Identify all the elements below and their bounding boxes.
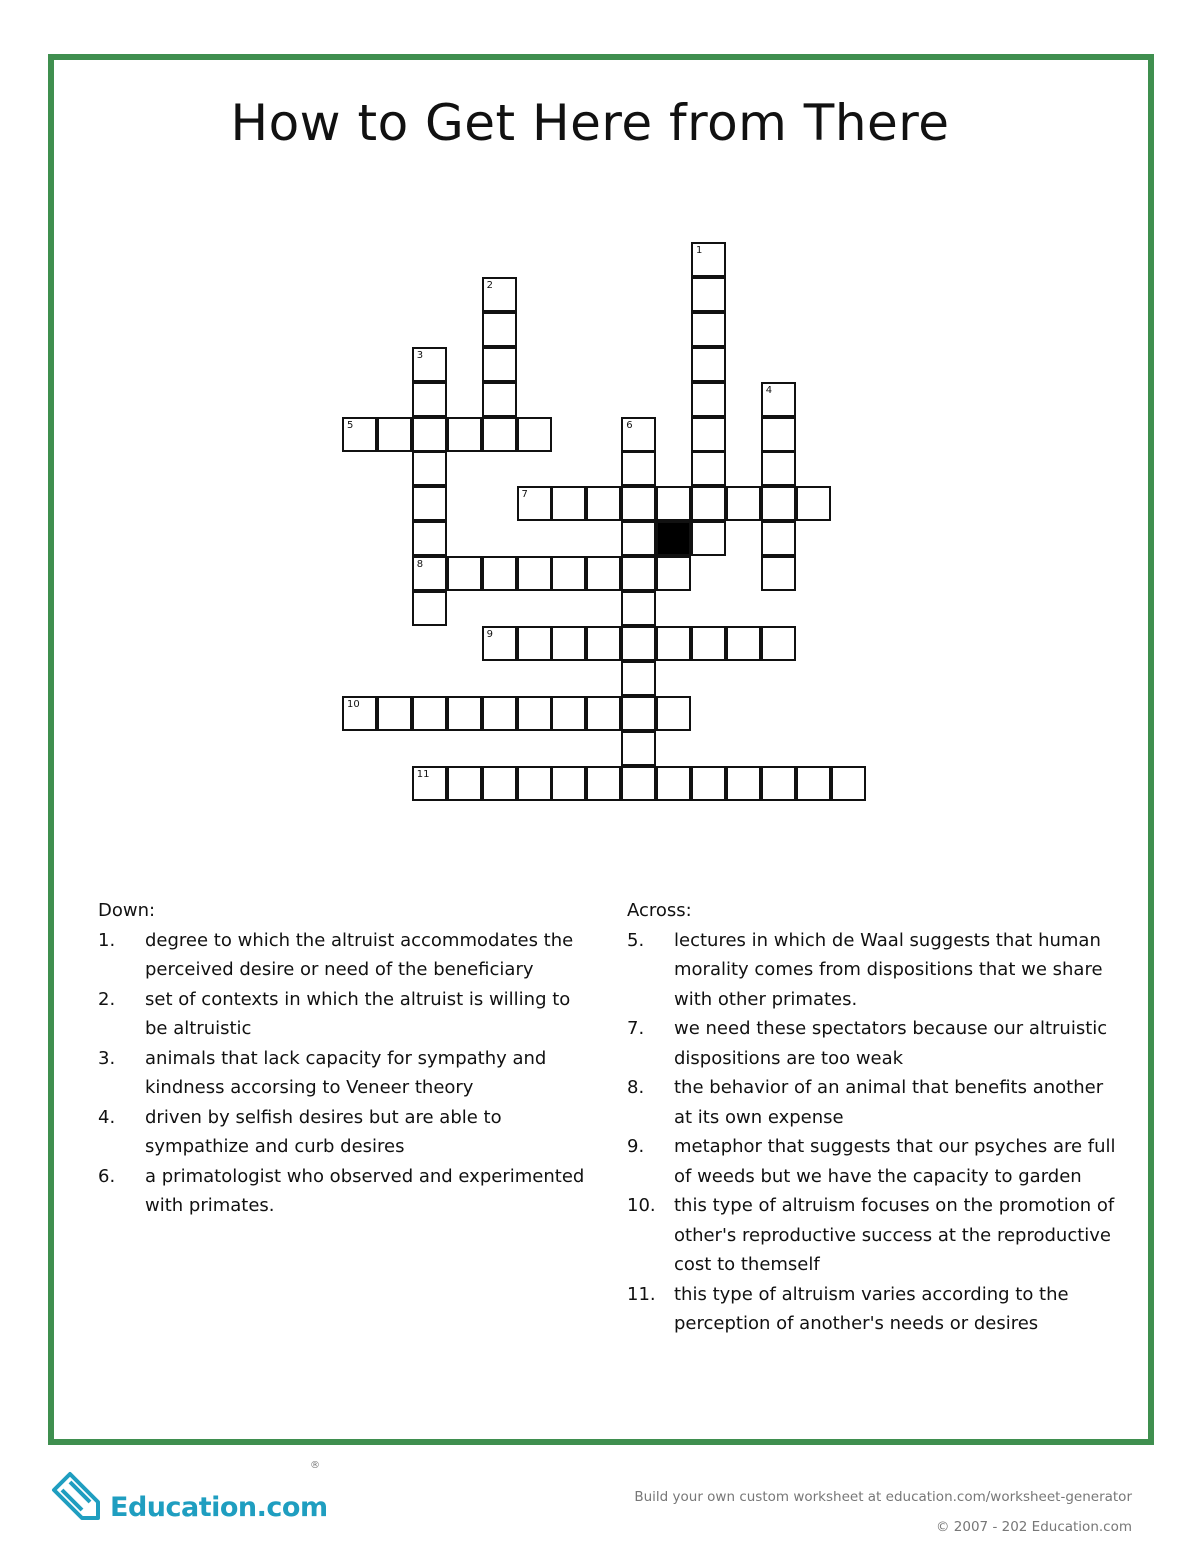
crossword-cell[interactable] [656,556,691,591]
crossword-cell[interactable] [586,556,621,591]
across-clue [627,1132,1117,1191]
clue-number-label: 1 [696,245,703,256]
clue-number-label: 6 [626,419,633,431]
crossword-cell[interactable] [482,696,517,731]
crossword-cell[interactable] [586,626,621,661]
crossword-cell[interactable] [691,382,726,417]
crossword-cell[interactable] [761,766,796,801]
clue-text: set of contexts in which the altruist is willing to be altruistic [145,988,571,1039]
crossword-cell[interactable] [482,312,517,347]
crossword-cell[interactable] [447,417,482,452]
crossword-cell[interactable] [761,417,796,452]
clue-number-label: 10 [347,698,360,710]
crossword-cell[interactable] [586,696,621,731]
clue-text: this type of altruism focuses on the promotion of other's reproductive success at the reproductive cost to themself [674,1195,1115,1275]
crossword-cell[interactable] [761,382,796,417]
clue-number-label: 3 [416,349,424,361]
crossword-cell[interactable] [621,591,656,626]
crossword-cell[interactable] [412,591,447,626]
clue-number-label: 11 [416,768,430,780]
crossword-cell[interactable] [621,486,656,521]
crossword-cell[interactable] [796,766,831,801]
crossword-cell[interactable] [412,486,447,521]
crossword-cell[interactable] [621,696,656,731]
crossword-cell[interactable] [517,766,552,801]
copyright: © 2007 - 202 Education.com [936,1519,1132,1535]
crossword-cell[interactable] [551,556,586,591]
education-brand: Education.com [110,1492,328,1523]
clue-number: 5. [627,929,645,951]
crossword-cell[interactable] [656,766,691,801]
crossword-cell[interactable] [621,521,656,556]
down-clue [98,985,588,1044]
crossword-cell[interactable] [412,347,447,382]
education-logo [48,1468,328,1528]
crossword-cell[interactable] [621,417,656,452]
clue-number-label: 7 [521,489,528,501]
clue-number: 1. [98,929,116,951]
crossword-cell[interactable] [482,626,517,661]
crossword-cell[interactable] [412,521,447,556]
across-heading: Across: [627,900,692,921]
crossword-cell[interactable] [342,696,377,731]
crossword-cell[interactable] [482,277,517,312]
crossword-cell[interactable] [726,766,761,801]
registered-mark: ® [310,1460,320,1471]
crossword-cell[interactable] [621,626,656,661]
crossword-cell[interactable] [656,626,691,661]
down-clue [98,926,588,985]
across-clue [627,1191,1117,1280]
crossword-cell[interactable] [517,486,552,521]
crossword-cell[interactable] [482,556,517,591]
crossword-cell[interactable] [691,451,726,486]
across-clue [627,1073,1117,1132]
across-clue [627,1014,1117,1073]
across-clue [627,1280,1117,1339]
crossword-cell[interactable] [447,556,482,591]
clue-text: the behavior of an animal that benefits another at its own expense [674,1077,1104,1128]
clue-text: metaphor that suggests that our psyches are full of weeds but we have the capacity to garden [674,1136,1116,1187]
worksheet-generator-link[interactable]: Build your own custom worksheet at education.com/worksheet-generator [634,1489,1132,1505]
clue-text: animals that lack capacity for sympathy and kindness accorsing to Veneer theory [145,1047,547,1098]
crossword-cell[interactable] [656,696,691,731]
crossword-cell[interactable] [517,556,552,591]
clue-number-label: 9 [486,628,493,640]
crossword-cell[interactable] [691,626,726,661]
clue-number: 4. [98,1106,116,1128]
crossword-cell[interactable] [621,661,656,696]
crossword-cell[interactable] [761,451,796,486]
down-clues [98,896,588,1221]
clue-number-label: 2 [486,279,493,291]
crossword-cell[interactable] [412,556,447,591]
clue-number: 9. [627,1136,645,1157]
clue-number-label: 8 [416,559,424,571]
down-clue [98,1162,588,1221]
crossword-cell[interactable] [482,382,517,417]
crossword-cell[interactable] [691,312,726,347]
crossword-cell[interactable] [447,696,482,731]
clue-number: 3. [98,1047,116,1069]
crossword-cell[interactable] [412,766,447,801]
crossword-cell[interactable] [586,766,621,801]
clue-text: degree to which the altruist accommodates the perceived desire or need of the beneficiary [145,929,574,980]
clue-number: 11. [627,1283,656,1305]
crossword-cell[interactable] [621,556,656,591]
crossword-cell[interactable] [412,451,447,486]
down-clue [98,1044,588,1103]
crossword-cell[interactable] [447,766,482,801]
clue-text: driven by selfish desires but are able to sympathize and curb desires [145,1106,502,1157]
clue-number-label: 4 [765,384,773,396]
crossword-cell[interactable] [761,521,796,556]
crossword-cell[interactable] [412,696,447,731]
down-heading: Down: [98,900,156,921]
crossword-cell[interactable] [517,696,552,731]
crossword-cell[interactable] [796,486,831,521]
crossword-cell[interactable] [691,766,726,801]
crossword-cell[interactable] [377,417,412,452]
crossword-cell[interactable] [691,242,726,277]
crossword-cell[interactable] [761,486,796,521]
crossword-cell[interactable] [517,626,552,661]
crossword-cell[interactable] [621,766,656,801]
crossword-cell[interactable] [656,486,691,521]
crossword-cell[interactable] [621,451,656,486]
crossword-cell[interactable] [691,347,726,382]
crossword-cell[interactable] [342,417,377,452]
crossword-cell[interactable] [482,417,517,452]
clue-number: 8. [627,1077,645,1098]
crossword-cell[interactable] [412,417,447,452]
across-clues [627,896,1117,1339]
crossword-cell[interactable] [761,556,796,591]
crossword-cell[interactable] [551,766,586,801]
crossword-cell[interactable] [551,696,586,731]
crossword-cell[interactable] [482,347,517,382]
black-cell [656,521,691,556]
crossword-cell[interactable] [691,521,726,556]
clue-number: 7. [627,1018,645,1039]
crossword-cell[interactable] [551,626,586,661]
down-clue [98,1103,588,1162]
crossword-cell[interactable] [831,766,866,801]
crossword-cell[interactable] [377,696,412,731]
crossword-cell[interactable] [551,486,586,521]
crossword-cell[interactable] [412,382,447,417]
clue-number-label: 5 [347,419,354,431]
clue-text: we need these spectators because our altruistic dispositions are too weak [674,1018,1108,1069]
crossword-cell[interactable] [691,277,726,312]
across-clue [627,926,1117,1015]
education-pencil-icon [48,1468,108,1528]
clue-text: a primatologist who observed and experimented with primates. [145,1165,585,1216]
clue-text: lectures in which de Waal suggests that human morality comes from dispositions that we share with other primates. [674,929,1103,1010]
crossword-cell[interactable] [621,731,656,766]
crossword-cell[interactable] [482,766,517,801]
crossword-cell[interactable] [517,417,552,452]
crossword-cell[interactable] [726,626,761,661]
clue-text: this type of altruism varies according to the perception of another's needs or desires [674,1283,1069,1334]
clue-number: 6. [98,1165,116,1187]
crossword-cell[interactable] [691,486,726,521]
crossword-cell[interactable] [586,486,621,521]
crossword-cell[interactable] [691,417,726,452]
page-title: How to Get Here from There [230,94,950,152]
crossword-cell[interactable] [726,486,761,521]
footer-info [634,1482,1132,1542]
clue-number: 10. [627,1195,656,1216]
clue-number: 2. [98,988,116,1010]
crossword-cell[interactable] [761,626,796,661]
